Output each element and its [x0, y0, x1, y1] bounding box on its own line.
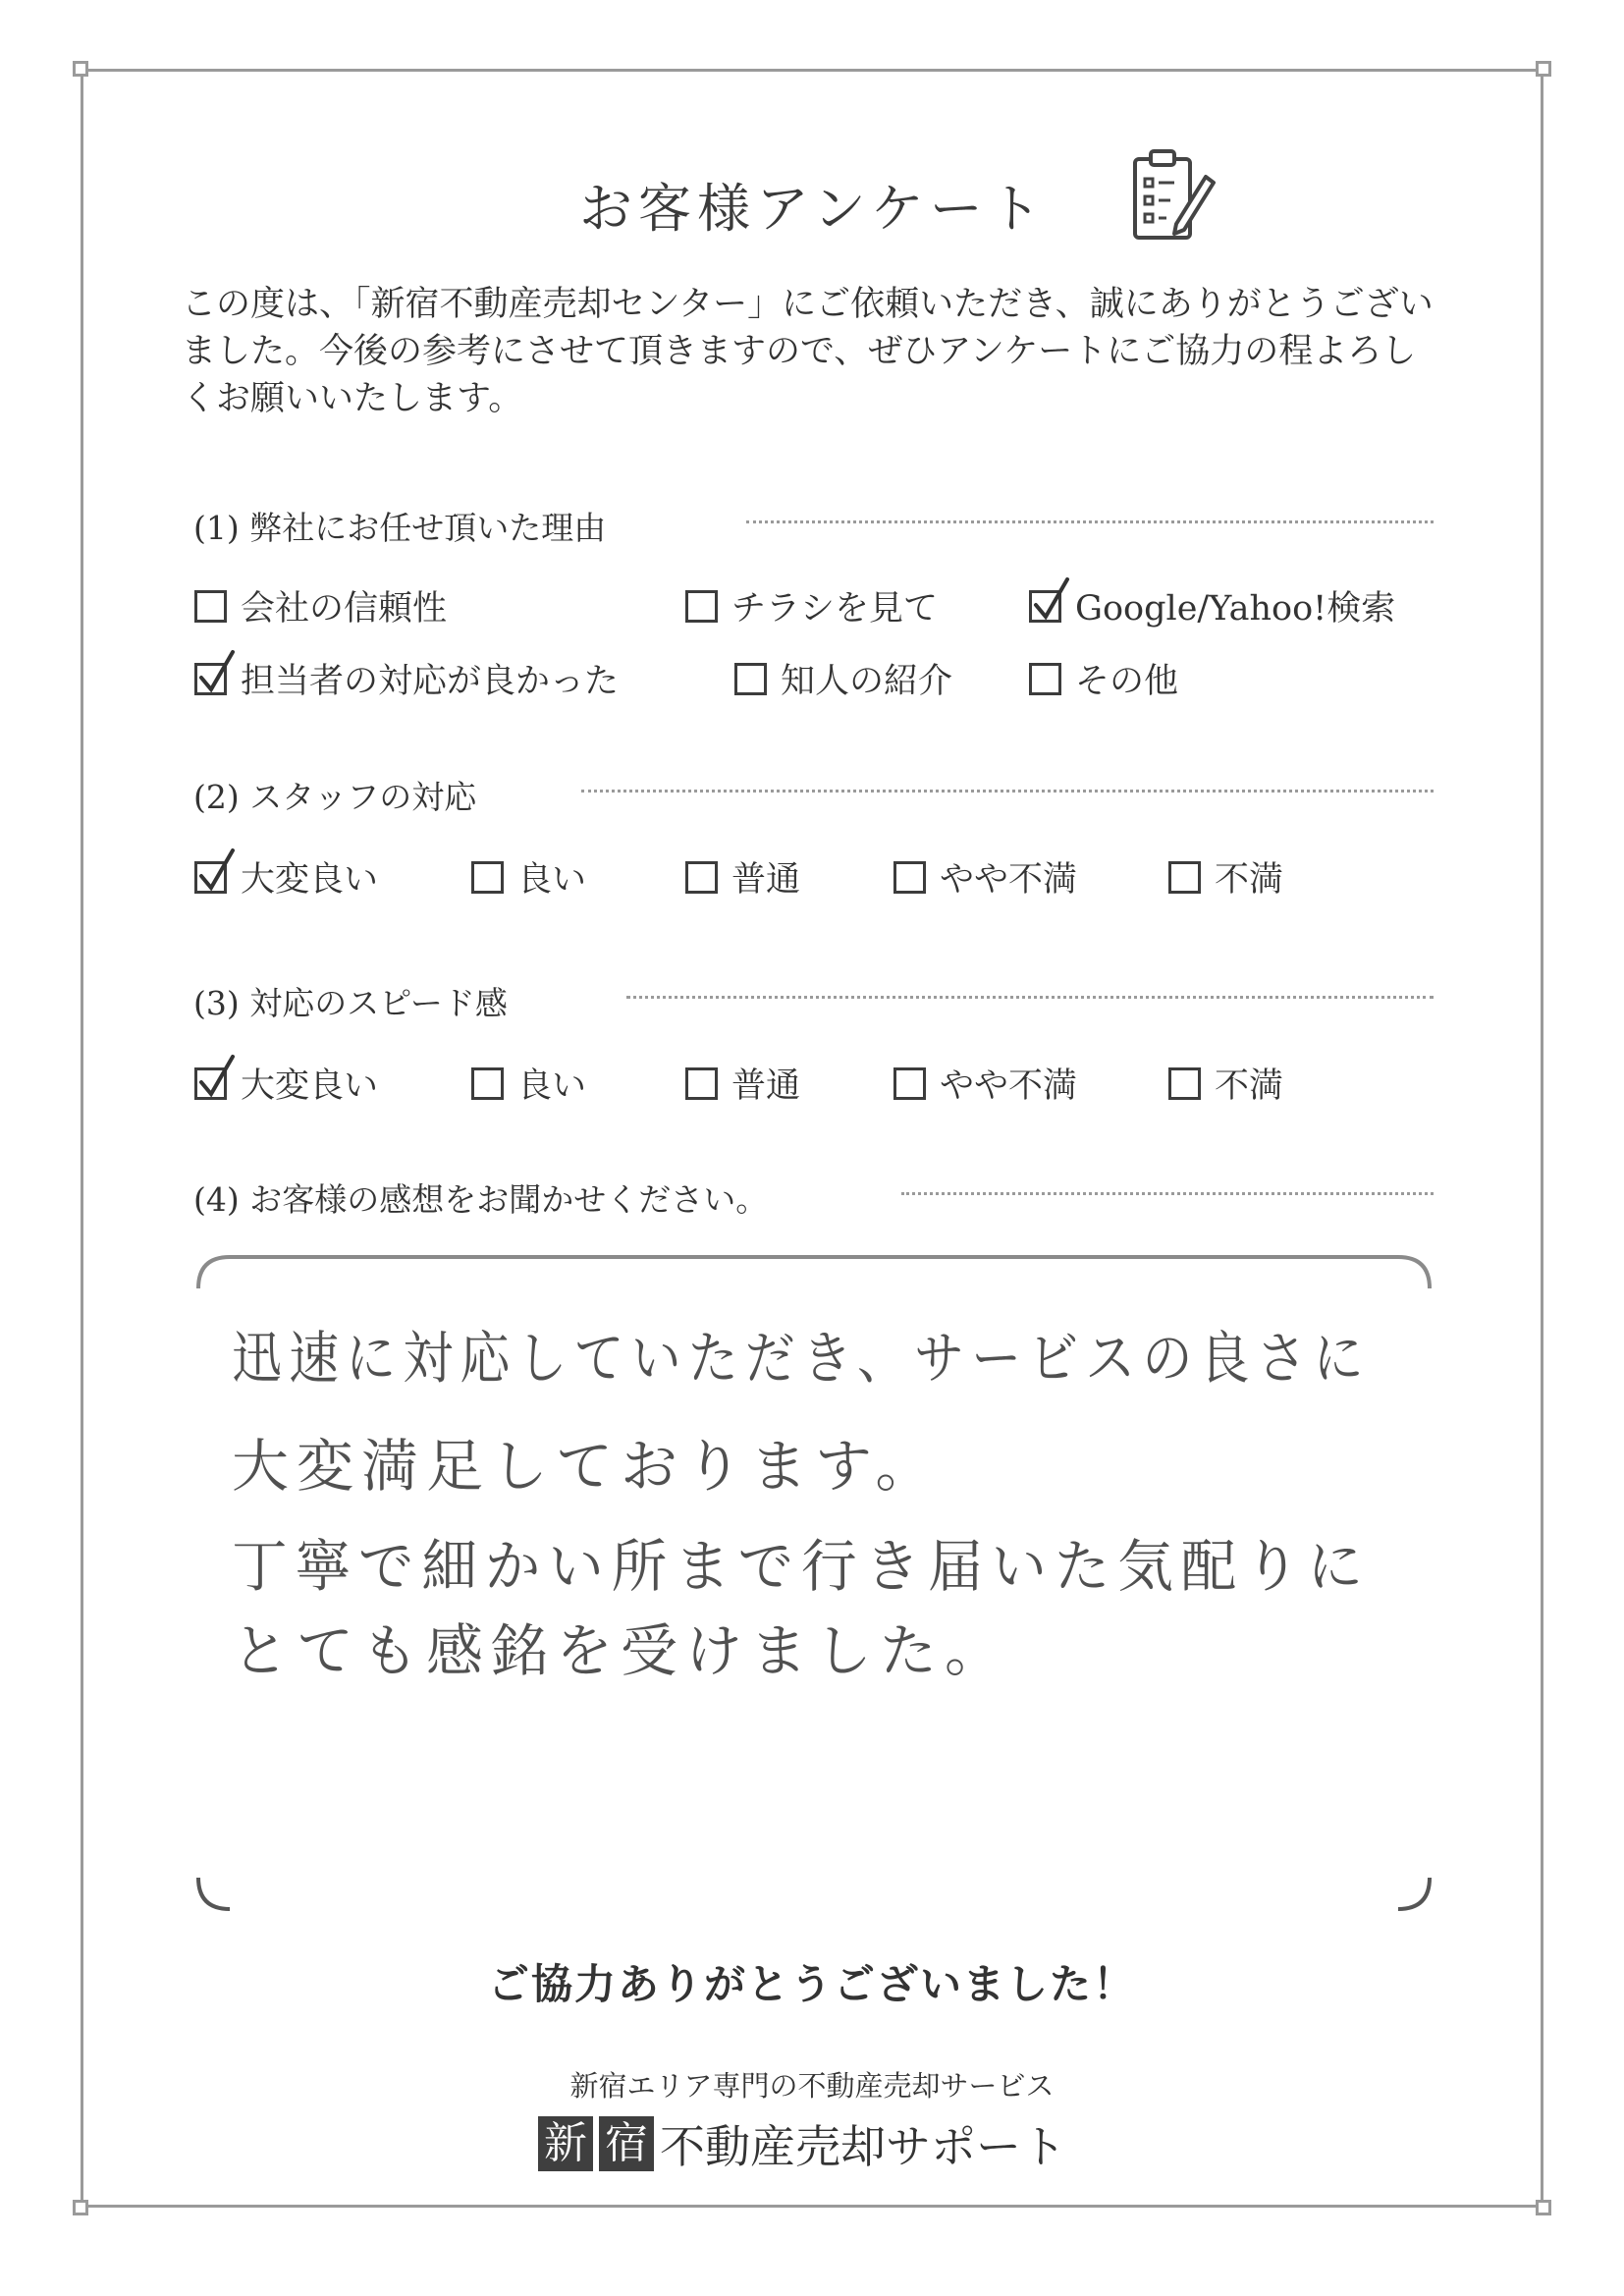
option-label: 担当者の対応が良かった: [241, 662, 620, 701]
intro-text: この度は、「新宿不動産売却センター」にご依頼いただき、誠にありがとうございました。今後の参考にさせて頂きますので、ぜひアンケートにご協力の程よろしくお願いいたします。: [182, 285, 1434, 418]
q2-option-normal[interactable]: [685, 852, 800, 902]
company-name: 不動産売却サポート: [660, 2120, 1066, 2173]
company-logo: [538, 2111, 1066, 2176]
option-label: Google/Yahoo!検索: [1075, 589, 1396, 629]
q1-option-company-trust[interactable]: [194, 581, 447, 630]
checkbox[interactable]: [1168, 861, 1201, 894]
frame-corner-top-left: [73, 61, 88, 77]
checkbox-checked[interactable]: [194, 663, 227, 695]
frame-corner-bottom-right: [1536, 2200, 1551, 2215]
q2-option-good[interactable]: [471, 852, 586, 902]
checkbox[interactable]: [734, 663, 767, 695]
q3-heading: (3) 対応のスピード感: [193, 984, 508, 1022]
check-mark-icon: [195, 648, 241, 699]
q3-option-very-good[interactable]: [194, 1059, 378, 1108]
check-mark-icon: [1030, 575, 1075, 627]
q3-divider: [626, 996, 1434, 999]
q1-option-search[interactable]: [1029, 581, 1395, 630]
option-label: 良い: [517, 1066, 587, 1106]
q3-option-somewhat-dissatisfied[interactable]: [893, 1059, 1077, 1108]
q4-heading: (4) お客様の感想をお聞かせください。: [193, 1180, 769, 1219]
q2-divider: [581, 790, 1434, 793]
q1-option-referral[interactable]: [734, 654, 952, 703]
q1-heading: (1) 弊社にお任せ頂いた理由: [193, 509, 607, 547]
answer-handwriting-line[interactable]: 迅速に対応していただき、サービスの良さに: [232, 1325, 1371, 1392]
frame-corner-top-right: [1536, 61, 1551, 77]
company-tagline: 新宿エリア専門の不動産売却サービス: [569, 2069, 1055, 2103]
logo-boxed-char: 新: [538, 2116, 593, 2171]
q1-option-other[interactable]: [1029, 654, 1178, 703]
checkbox[interactable]: [893, 1067, 926, 1100]
option-label: 普通: [731, 1066, 801, 1106]
checkbox[interactable]: [685, 861, 718, 894]
option-label: その他: [1075, 662, 1179, 701]
q2-option-very-good[interactable]: [194, 852, 378, 902]
checkbox-checked[interactable]: [194, 861, 227, 894]
option-label: 大変良い: [241, 860, 379, 900]
option-label: 普通: [731, 860, 801, 900]
check-mark-icon: [195, 847, 241, 898]
logo-boxed-char: 宿: [599, 2116, 654, 2171]
option-label: 大変良い: [241, 1066, 379, 1106]
option-label: 会社の信頼性: [241, 589, 448, 629]
checkbox[interactable]: [685, 590, 718, 623]
checkbox-checked[interactable]: [1029, 590, 1061, 623]
option-label: 良い: [517, 860, 587, 900]
checkbox[interactable]: [1029, 663, 1061, 695]
checkbox[interactable]: [471, 861, 504, 894]
option-label: 知人の紹介: [781, 662, 953, 701]
page-title: お客様アンケート: [579, 178, 1048, 240]
q3-option-dissatisfied[interactable]: [1168, 1059, 1283, 1108]
q2-heading: (2) スタッフの対応: [193, 778, 477, 816]
checkbox[interactable]: [1168, 1067, 1201, 1100]
check-mark-icon: [195, 1053, 241, 1104]
checkbox[interactable]: [471, 1067, 504, 1100]
clipboard-icon: [1127, 147, 1216, 246]
answer-handwriting-line[interactable]: とても感銘を受けました。: [232, 1617, 1010, 1684]
option-label: やや不満: [940, 860, 1078, 900]
checkbox[interactable]: [893, 861, 926, 894]
q4-divider: [901, 1192, 1434, 1195]
thanks-message: ご協力ありがとうございました！: [487, 1960, 1136, 2008]
checkbox[interactable]: [194, 590, 227, 623]
option-label: チラシを見て: [731, 589, 939, 629]
answer-handwriting-line[interactable]: 大変満足しております。: [232, 1433, 941, 1500]
option-label: 不満: [1215, 1066, 1284, 1106]
option-label: やや不満: [940, 1066, 1078, 1106]
q2-option-somewhat-dissatisfied[interactable]: [893, 852, 1077, 902]
q3-option-good[interactable]: [471, 1059, 586, 1108]
option-label: 不満: [1215, 860, 1284, 900]
checkbox-checked[interactable]: [194, 1067, 227, 1100]
q2-option-dissatisfied[interactable]: [1168, 852, 1283, 902]
frame-corner-bottom-left: [73, 2200, 88, 2215]
q1-option-flyer[interactable]: [685, 581, 938, 630]
q3-option-normal[interactable]: [685, 1059, 800, 1108]
answer-handwriting-line[interactable]: 丁寧で細かい所まで行き届いた気配りに: [232, 1533, 1372, 1600]
q1-divider: [746, 520, 1434, 523]
checkbox[interactable]: [685, 1067, 718, 1100]
q1-option-staff[interactable]: [194, 654, 619, 703]
